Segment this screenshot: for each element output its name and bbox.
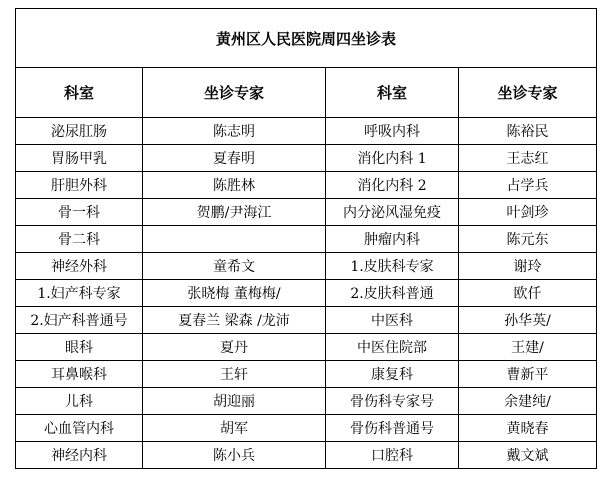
table-row	[16, 172, 597, 199]
department-cell: 康复科	[326, 361, 459, 388]
expert-cell: 陈胜林	[143, 172, 326, 199]
department-cell: 儿科	[16, 388, 143, 415]
department-cell: 1.妇产科专家	[16, 280, 143, 307]
department-cell: 耳鼻喉科	[16, 361, 143, 388]
title-row	[16, 9, 597, 68]
table-row	[16, 334, 597, 361]
expert-cell: 陈元东	[459, 226, 597, 253]
expert-cell: 孙华英/	[459, 307, 597, 334]
header-department-1: 科室	[16, 68, 143, 118]
expert-cell: 陈裕民	[459, 118, 597, 145]
department-cell: 呼吸内科	[326, 118, 459, 145]
expert-cell	[143, 226, 326, 253]
department-cell: 泌尿肛肠	[16, 118, 143, 145]
expert-cell: 王建/	[459, 334, 597, 361]
department-cell: 2.妇产科普通号	[16, 307, 143, 334]
expert-cell: 贺鹏/尹海江	[143, 199, 326, 226]
expert-cell: 欧仟	[459, 280, 597, 307]
expert-cell: 王志红	[459, 145, 597, 172]
department-cell: 内分泌风湿免疫	[326, 199, 459, 226]
header-expert-2: 坐诊专家	[459, 68, 597, 118]
department-cell: 胃肠甲乳	[16, 145, 143, 172]
expert-cell: 张晓梅 董梅梅/	[143, 280, 326, 307]
table-title: 黄州区人民医院周四坐诊表	[16, 9, 597, 68]
expert-cell: 谢玲	[459, 253, 597, 280]
table-row	[16, 253, 597, 280]
header-row	[16, 68, 597, 118]
table-row	[16, 199, 597, 226]
expert-cell: 占学兵	[459, 172, 597, 199]
department-cell: 心血管内科	[16, 415, 143, 442]
department-cell: 骨伤科普通号	[326, 415, 459, 442]
schedule-sheet	[15, 8, 596, 469]
expert-cell: 夏丹	[143, 334, 326, 361]
expert-cell: 胡军	[143, 415, 326, 442]
department-cell: 骨伤科专家号	[326, 388, 459, 415]
department-cell: 肝胆外科	[16, 172, 143, 199]
expert-cell: 夏春兰 梁森 /龙沛	[143, 307, 326, 334]
expert-cell: 曹新平	[459, 361, 597, 388]
department-cell: 中医住院部	[326, 334, 459, 361]
expert-cell: 戴文斌	[459, 442, 597, 469]
expert-cell: 王轩	[143, 361, 326, 388]
table-row	[16, 118, 597, 145]
table-row	[16, 226, 597, 253]
department-cell: 口腔科	[326, 442, 459, 469]
department-cell: 肿瘤内科	[326, 226, 459, 253]
table-row	[16, 145, 597, 172]
expert-cell: 黄晓春	[459, 415, 597, 442]
department-cell: 2.皮肤科普通	[326, 280, 459, 307]
schedule-table	[15, 8, 597, 469]
table-row	[16, 307, 597, 334]
header-expert-1: 坐诊专家	[143, 68, 326, 118]
table-row	[16, 442, 597, 469]
expert-cell: 叶剑珍	[459, 199, 597, 226]
table-row	[16, 388, 597, 415]
department-cell: 1.皮肤科专家	[326, 253, 459, 280]
department-cell: 神经外科	[16, 253, 143, 280]
table-row	[16, 280, 597, 307]
expert-cell: 陈志明	[143, 118, 326, 145]
department-cell: 骨二科	[16, 226, 143, 253]
header-department-2: 科室	[326, 68, 459, 118]
expert-cell: 夏春明	[143, 145, 326, 172]
table-row	[16, 361, 597, 388]
expert-cell: 胡迎丽	[143, 388, 326, 415]
expert-cell: 余建纯/	[459, 388, 597, 415]
department-cell: 消化内科 1	[326, 145, 459, 172]
expert-cell: 童希文	[143, 253, 326, 280]
expert-cell: 陈小兵	[143, 442, 326, 469]
department-cell: 中医科	[326, 307, 459, 334]
department-cell: 眼科	[16, 334, 143, 361]
department-cell: 神经内科	[16, 442, 143, 469]
department-cell: 消化内科 2	[326, 172, 459, 199]
table-row	[16, 415, 597, 442]
department-cell: 骨一科	[16, 199, 143, 226]
